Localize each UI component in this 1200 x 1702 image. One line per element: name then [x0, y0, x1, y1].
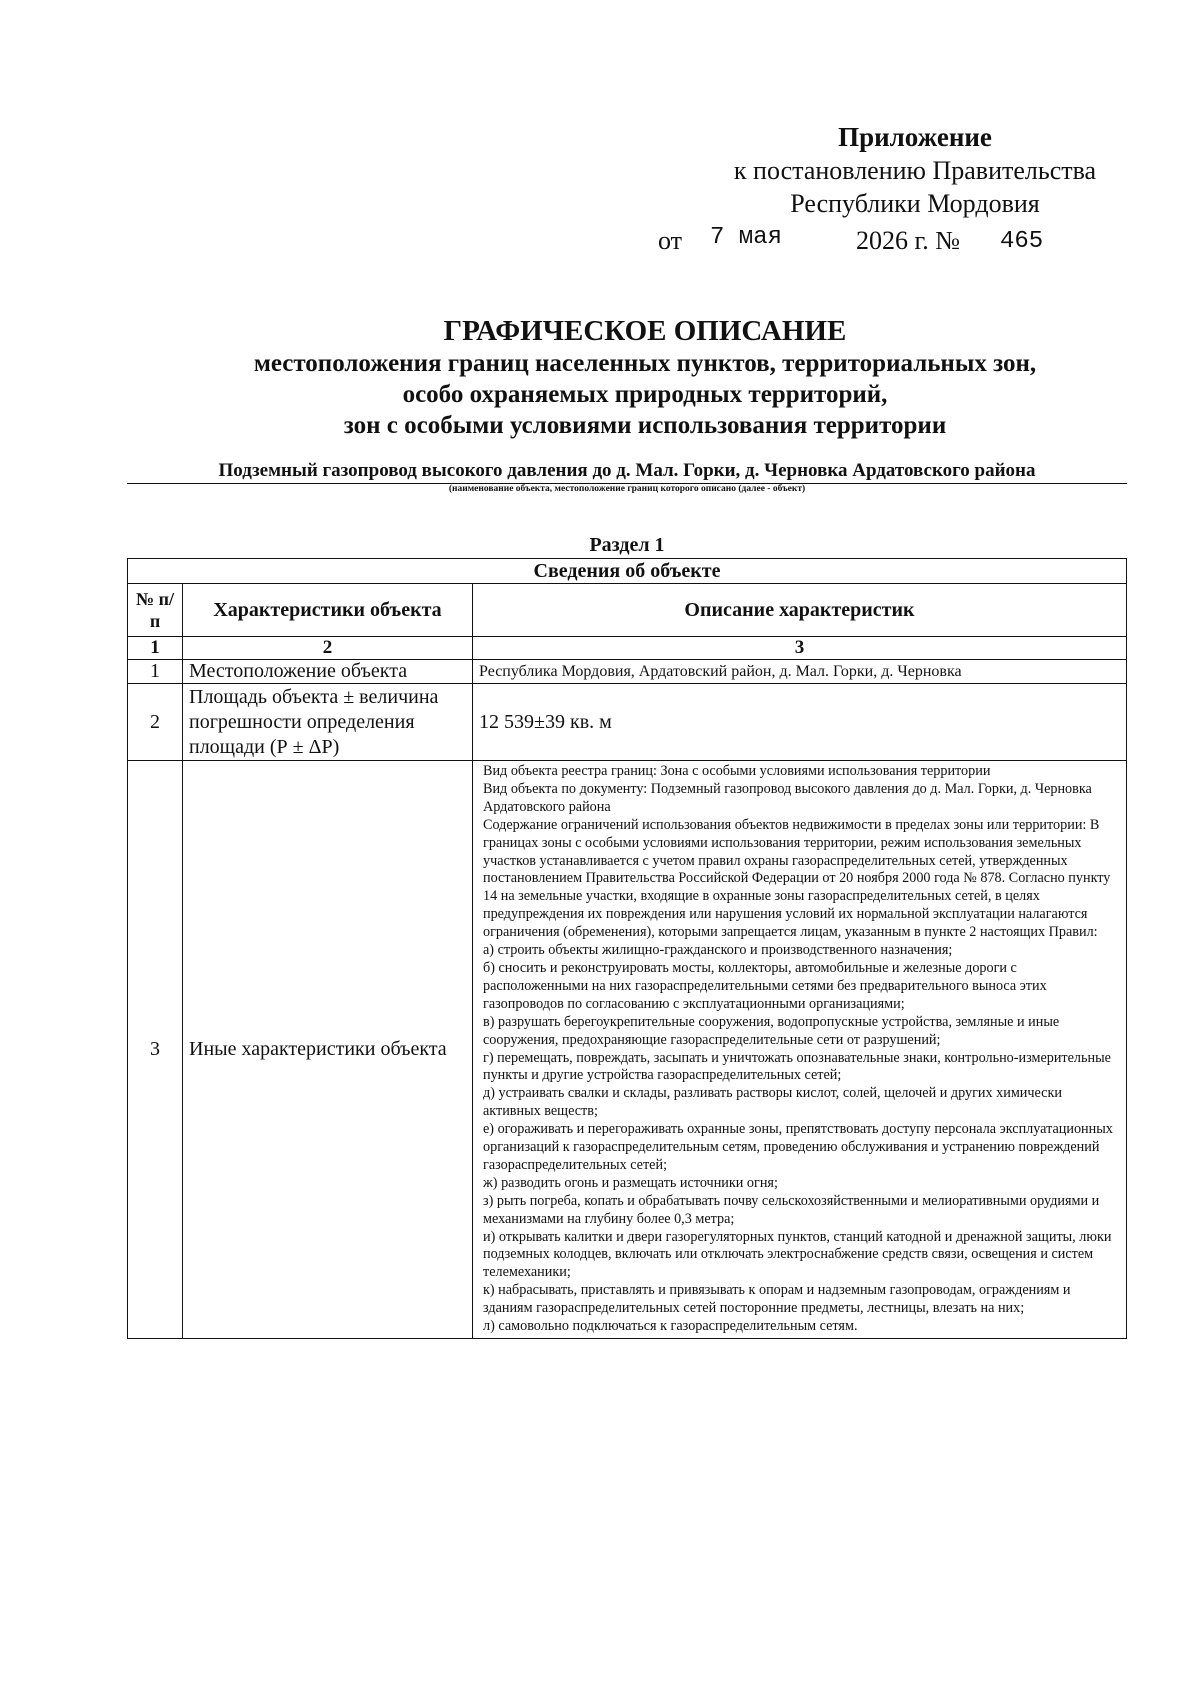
row-characteristic: Местоположение объекта [183, 660, 473, 684]
row-number: 1 [128, 660, 183, 684]
row-description: 12 539±39 кв. м [473, 684, 1127, 761]
appendix-title: Приложение [838, 122, 992, 152]
description-paragraph: Вид объекта реестра границ: Зона с особыми условиями использования территории [483, 763, 991, 779]
appendix-date-line [658, 222, 1130, 262]
table-caption-row [128, 559, 1127, 584]
description-paragraph: з) рыть погреба, копать и обрабатывать почву сельскохозяйственными и мелиоративными орудиями и механизмами на глубину более 0,3 метра; [483, 1192, 1100, 1227]
table-row [128, 660, 1127, 684]
document-heading [100, 314, 1190, 441]
description-paragraph: к) набрасывать, приставлять и привязывать к опорам и надземным газопроводам, ограждениям и зданиям газораспределительных сетей посторонние предметы, лестницы, влезать на них; [483, 1282, 1071, 1317]
row-number: 2 [128, 684, 183, 761]
description-paragraph: Вид объекта по документу: Подземный газопровод высокого давления до д. Мал. Горки, д. Черновка Ардатовского района [483, 780, 1092, 815]
object-name-note: (наименование объекта, местоположение границ которого описано (далее - объект) [448, 484, 806, 494]
description-paragraph: и) открывать калитки и двери газорегуляторных пунктов, станций катодной и дренажной защиты, люки подземных колодцев, включать или отключать электроснабжение средств связи, освещения и систем телемеханики; [483, 1228, 1112, 1281]
section-title: Раздел 1 [589, 534, 665, 556]
row-description: Республика Мордовия, Ардатовский район, д. Мал. Горки, д. Черновка [473, 660, 1127, 684]
date-day-month: 7 мая [710, 224, 783, 251]
subtitle-line-2: особо охраняемых природных территорий, [402, 381, 888, 408]
object-name: Подземный газопровод высокого давления до д. Мал. Горки, д. Черновка Ардатовского района [127, 460, 1127, 484]
header-description: Описание характеристик [473, 584, 1127, 637]
description-paragraph: Содержание ограничений использования объектов недвижимости в пределах зоны или территории: В границах зоны с особыми условиями использования территории, режим использования земельных участков устанавливается с учетом правил охраны газораспределительных сетей, утвержденных постановлением Правительства Российской Федерации от 20 ноября 2000 года № 878. Согласно пункту 14 на земельные участки, входящие в охранные зоны газораспределительных сетей, в целях предупреждения их повреждения или нарушения условий их нормальной эксплуатации налагаются ограничения (обременения), которыми запрещается лицам, указанным в пункте 2 настоящих Правил: [483, 816, 1111, 941]
row-description [473, 761, 1127, 1339]
row-characteristic: Площадь объекта ± величина погрешности определения площади (Р ± ΔР) [183, 684, 473, 761]
description-paragraph: а) строить объекты жилищно-гражданского и производственного назначения; [483, 942, 953, 959]
description-paragraph: г) перемещать, повреждать, засыпать и уничтожать опознавательные знаки, контрольно-измерительные пункты и другие устройства газораспределительных сетей; [483, 1049, 1111, 1084]
date-prefix: от [658, 226, 683, 255]
description-paragraph: л) самовольно подключаться к газораспределительным сетям. [483, 1318, 858, 1335]
row-number: 3 [128, 761, 183, 1339]
description-paragraph: е) огораживать и перегораживать охранные зоны, препятствовать доступу персонала эксплуатационных организаций к газораспределительным сетям, проведению обслуживания и устранению повреждений газораспределительных сетей; [483, 1121, 1113, 1173]
table-caption: Сведения об объекте [128, 559, 1127, 584]
description-paragraph: б) сносить и реконструировать мосты, коллекторы, автомобильные и железные дороги с расположенными на них газораспределительными сетями без предварительного выноса этих газопроводов по согласованию с эксплуатационными организациями; [483, 959, 1047, 1012]
appendix-line-2: Республики Мордовия [790, 189, 1040, 218]
appendix-line-1: к постановлению Правительства [733, 156, 1097, 185]
appendix-block [658, 120, 1130, 262]
column-number-row [128, 637, 1127, 660]
document-title: ГРАФИЧЕСКОЕ ОПИСАНИЕ [443, 315, 847, 347]
column-number-2: 2 [183, 637, 473, 660]
subtitle-line-1: местоположения границ населенных пунктов, территориальных зон, [253, 350, 1037, 377]
table-header-row [128, 584, 1127, 637]
column-number-3: 3 [473, 637, 1127, 660]
column-number-1: 1 [128, 637, 183, 660]
row-characteristic: Иные характеристики объекта [183, 761, 473, 1339]
table-row [128, 684, 1127, 761]
decree-number: 465 [1000, 228, 1044, 255]
header-number: № п/п [128, 584, 183, 637]
description-paragraph: в) разрушать берегоукрепительные сооружения, водопропускные устройства, земляные и иные сооружения, предохраняющие газораспределительные сети от разрушений; [483, 1013, 1060, 1048]
header-characteristics: Характеристики объекта [183, 584, 473, 637]
description-paragraph: ж) разводить огонь и размещать источники огня; [483, 1174, 778, 1191]
description-paragraph: д) устраивать свалки и склады, разливать растворы кислот, солей, щелочей и других химически активных веществ; [483, 1085, 1062, 1120]
subtitle-line-3: зон с особыми условиями использования территории [343, 412, 947, 439]
table-row [128, 761, 1127, 1339]
object-info-table [127, 558, 1127, 1339]
date-year: 2026 г. № [856, 226, 961, 255]
